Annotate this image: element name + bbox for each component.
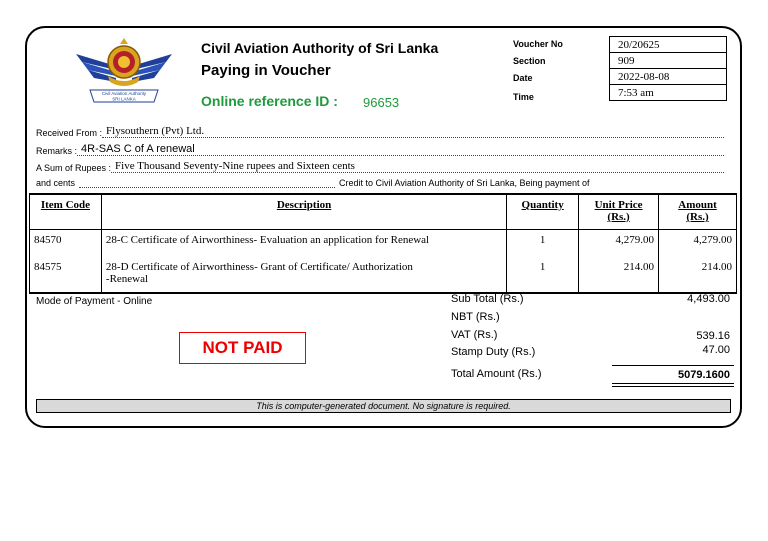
item-description: 28-D Certificate of Airworthiness- Grant of Certificate/ Authorization -Renewal	[101, 257, 506, 293]
sub-total-value: 4,493.00	[687, 293, 730, 305]
date-label: Date	[513, 73, 533, 83]
item-unit-price: 214.00	[579, 257, 659, 293]
item-code: 84570	[30, 229, 102, 257]
voucher-no-label: Voucher No	[513, 39, 563, 49]
item-code: 84575	[30, 257, 102, 293]
item-unit-price: 4,279.00	[579, 229, 659, 257]
header-unit-price: Unit Price (Rs.)	[579, 194, 659, 229]
stamp-duty-label: Stamp Duty (Rs.)	[451, 346, 536, 358]
header-quantity: Quantity	[507, 194, 579, 229]
sum-label: A Sum of Rupees :	[36, 163, 112, 173]
stamp-duty-value: 47.00	[702, 344, 730, 356]
voucher-no-value: 20/20625	[610, 37, 727, 53]
cents-label: and cents	[36, 178, 76, 188]
footer-note: This is computer-generated document. No signature is required.	[36, 399, 731, 413]
online-reference-label: Online reference ID :	[201, 93, 338, 109]
caa-emblem-icon	[68, 36, 180, 106]
sum-words-value: Five Thousand Seventy-Nine rupees and Sixteen cents	[115, 160, 355, 172]
section-value: 909	[610, 53, 727, 69]
header-item-code: Item Code	[30, 194, 102, 229]
time-label: Time	[513, 92, 534, 102]
sum-row	[36, 159, 724, 173]
remarks-value: 4R-SAS C of A renewal	[81, 143, 195, 155]
total-rule-bottom-2	[612, 386, 734, 387]
svg-text:Civil Aviation Authority: Civil Aviation Authority	[101, 91, 147, 96]
date-value: 2022-08-08	[610, 69, 727, 85]
item-quantity: 1	[507, 229, 579, 257]
item-description: 28-C Certificate of Airworthiness- Evaluation an application for Renewal	[101, 229, 506, 257]
vat-label: VAT (Rs.)	[451, 329, 498, 341]
remarks-label: Remarks :	[36, 146, 78, 156]
table-row	[30, 257, 737, 293]
received-from-value: Flysouthern (Pvt) Ltd.	[106, 125, 205, 137]
item-amount: 214.00	[659, 257, 737, 293]
item-amount: 4,279.00	[659, 229, 737, 257]
section-label: Section	[513, 56, 546, 66]
items-table	[29, 193, 737, 294]
organization-name: Civil Aviation Authority of Sri Lanka	[201, 40, 439, 56]
credit-text: Credit to Civil Aviation Authority of Sri Lanka, Being payment of	[339, 178, 590, 188]
sub-total-label: Sub Total (Rs.)	[451, 293, 524, 305]
total-rule-bottom-1	[612, 383, 734, 384]
not-paid-stamp: NOT PAID	[179, 332, 306, 364]
voucher-meta-table	[609, 36, 727, 101]
received-from-row	[36, 124, 724, 138]
nbt-label: NBT (Rs.)	[451, 311, 500, 323]
remarks-row	[36, 142, 724, 156]
time-value: 7:53 am	[610, 85, 727, 101]
received-from-label: Received From :	[36, 128, 103, 138]
total-amount-label: Total Amount (Rs.)	[451, 368, 542, 380]
header-amount: Amount (Rs.)	[659, 194, 737, 229]
document-title: Paying in Voucher	[201, 62, 331, 79]
online-reference-value: 96653	[363, 95, 400, 110]
total-amount-value: 5079.1600	[678, 369, 730, 381]
total-rule-top	[612, 365, 734, 366]
item-quantity: 1	[507, 257, 579, 293]
payment-mode: Mode of Payment - Online	[36, 296, 153, 307]
table-row	[30, 229, 737, 257]
svg-text:SRI LANKA: SRI LANKA	[112, 96, 136, 102]
cents-row	[36, 178, 724, 188]
vat-value: 539.16	[696, 330, 730, 342]
header-description: Description	[101, 194, 506, 229]
